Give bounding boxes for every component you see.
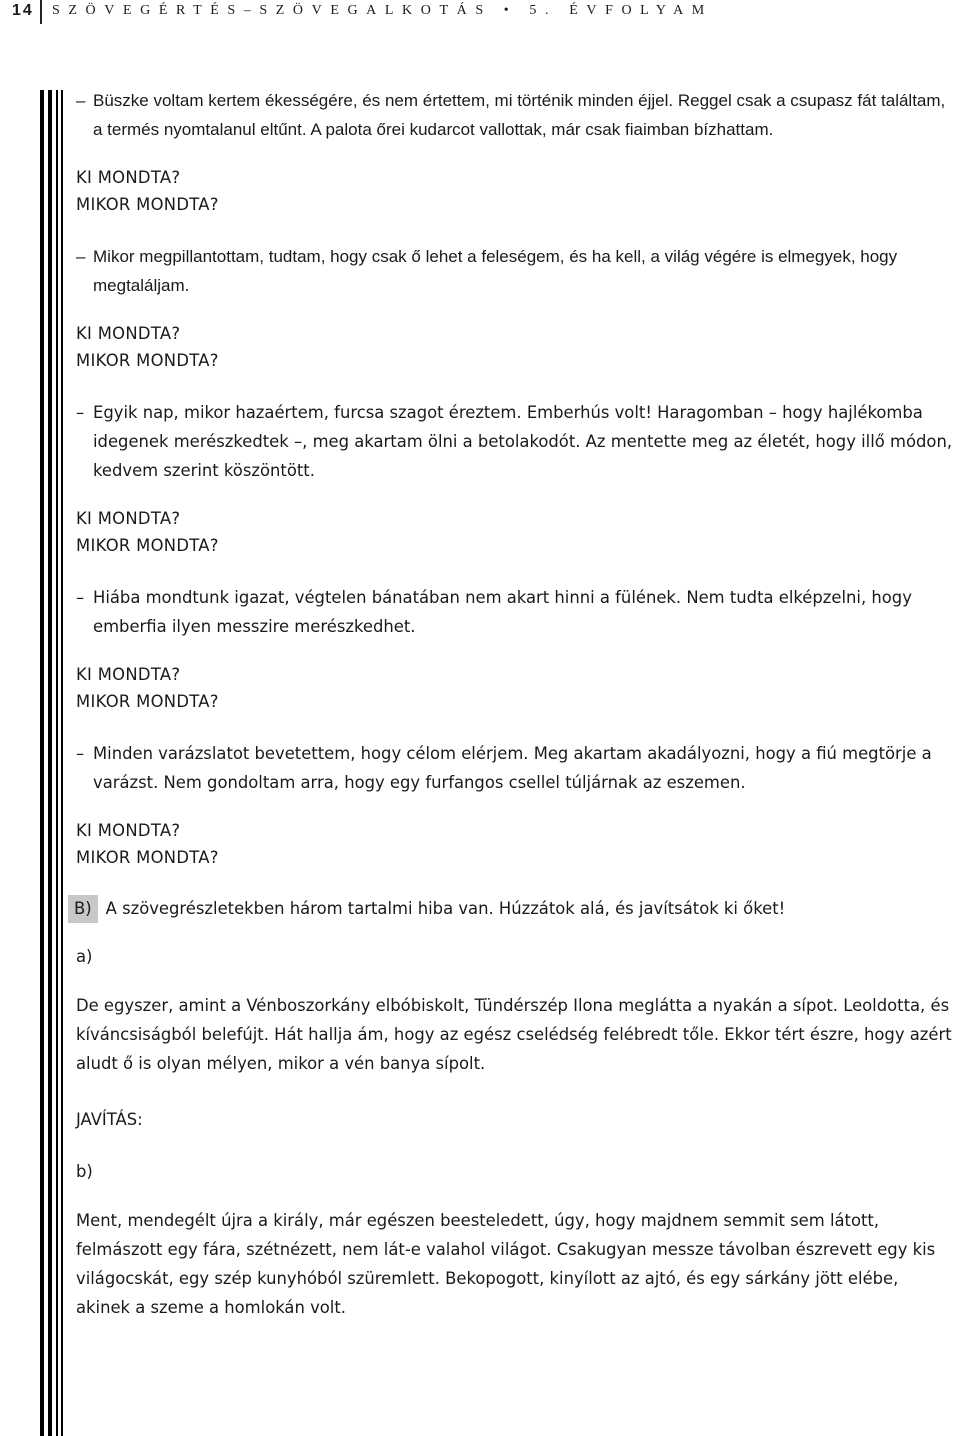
dialog-text: Minden varázslatot bevetettem, hogy célom elérjem. Meg akartam akadályozni, hogy a fiú megtörje a varázst. Nem gondoltam arra, hogy egy furfangos csellel túljárnak az eszemen. (93, 744, 932, 792)
dialog-text: Hiába mondtunk igazat, végtelen bánatában nem akart hinni a fülének. Nem tudta elképzelni, hogy emberfia ilyen messzire merészkedhet. (93, 588, 912, 636)
page-number: 14 (12, 2, 34, 19)
dialog-text: Mikor megpillantottam, tudtam, hogy csak ő lehet a feleségem, és ha kell, a világ végére is elmegyek, hogy megtaláljam. (93, 247, 898, 295)
worksheet-content (76, 86, 956, 1322)
header-divider (40, 0, 42, 24)
page-header (0, 0, 960, 24)
rule-bar (56, 90, 58, 1436)
dash: – (76, 588, 85, 607)
rule-bar (61, 90, 63, 1436)
part-b-text: Ment, mendegélt újra a király, már egészen beesteledett, úgy, hogy majdnem semmit sem látott, felmászott egy fára, szétnézett, nem lát-e valahol világot. Csakugyan messze távolban észrevett egy kis világocskát, egy szép kunyhóból szüremlett. Bekopogott, kinyílott az ajtó, és egy sárkány jött elébe, akinek a szeme a homlokán volt. (76, 1211, 936, 1317)
task-b-instruction: A szövegrészletekben három tartalmi hiba van. Húzzátok alá, és javítsátok ki őket! (105, 899, 786, 918)
dash: – (76, 91, 86, 110)
who-said-question: KI MONDTA? (76, 324, 181, 343)
margin-rule-bars (40, 90, 64, 1436)
dialog-text: Egyik nap, mikor hazaértem, furcsa szagot éreztem. Emberhús volt! Haragomban – hogy hajlékomba idegenek merészkedtek –, meg akartam ölni a betolakodót. Az mentette meg az életét, hogy illő módon, kedvem szerint köszöntött. (93, 403, 953, 480)
rule-bar (48, 90, 52, 1436)
when-said-question: MIKOR MONDTA? (76, 536, 219, 555)
when-said-question: MIKOR MONDTA? (76, 351, 219, 370)
dialog-quote (76, 398, 956, 485)
dialog-quote (76, 86, 956, 144)
task-b-row (76, 895, 956, 923)
dash: – (76, 744, 85, 763)
rule-bar (40, 90, 44, 1436)
dialog-quote (76, 739, 956, 797)
who-said-question: KI MONDTA? (76, 509, 181, 528)
dialog-quote (76, 583, 956, 641)
dash: – (76, 403, 85, 422)
when-said-question: MIKOR MONDTA? (76, 692, 219, 711)
running-head: SZÖVEGÉRTÉS–SZÖVEGALKOTÁS • 5. ÉVFOLYAM (52, 3, 713, 18)
part-a-label: a) (76, 947, 93, 966)
correction-label: JAVÍTÁS: (76, 1110, 143, 1129)
who-said-question: KI MONDTA? (76, 168, 181, 187)
part-a-text: De egyszer, amint a Vénboszorkány elbóbiskolt, Tündérszép Ilona meglátta a nyakán a sípot. Leoldotta, és kíváncsiságból belefújt. Hát hallja ám, hogy az egész cselédség felébredt tőle. Ekkor tért észre, hogy azért aludt ő is olyan mélyen, mikor a vén banya sípolt. (76, 996, 952, 1073)
dash: – (76, 247, 86, 266)
when-said-question: MIKOR MONDTA? (76, 848, 219, 867)
dialog-quote (76, 242, 956, 300)
dialog-text: Büszke voltam kertem ékességére, és nem értettem, mi történik minden éjjel. Reggel csak a csupasz fát találtam, a termés nyomtalanul eltűnt. A palota őrei kudarcot vallottak, már csak fiaimban bízhattam. (93, 91, 946, 139)
part-b-label: b) (76, 1162, 93, 1181)
task-b-badge: B) (68, 895, 98, 923)
who-said-question: KI MONDTA? (76, 821, 181, 840)
when-said-question: MIKOR MONDTA? (76, 195, 219, 214)
who-said-question: KI MONDTA? (76, 665, 181, 684)
